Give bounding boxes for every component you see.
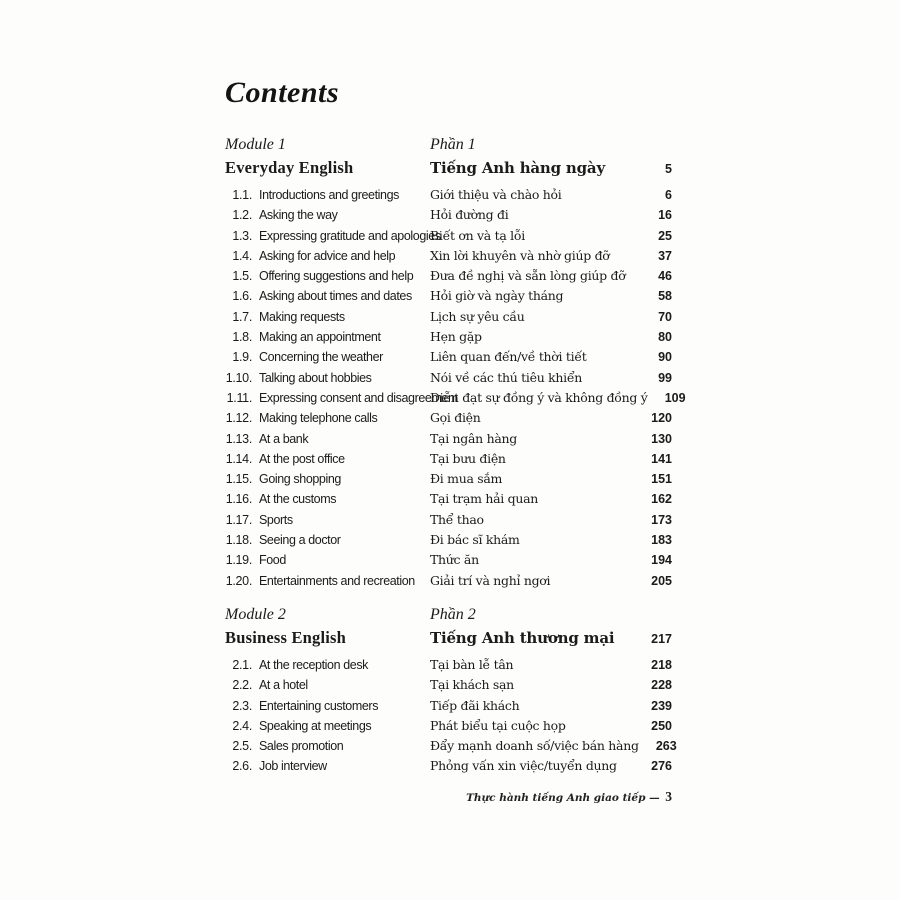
toc-item-row	[225, 227, 672, 247]
module-heading-row	[225, 136, 672, 158]
item-entry-en	[225, 206, 430, 224]
item-number: 1.17.	[225, 512, 252, 527]
item-title-vi: Đẩy mạnh doanh số/việc bán hàng	[430, 738, 639, 754]
module-label-en: Module 2	[225, 605, 286, 623]
item-page-number: 162	[651, 492, 672, 507]
item-title-en: At a bank	[259, 431, 309, 446]
item-number: 1.16.	[225, 492, 252, 507]
footer-running-title: Thực hành tiếng Anh giao tiếp —	[466, 791, 660, 804]
item-entry-en	[225, 531, 430, 549]
item-number: 1.1.	[232, 188, 252, 202]
item-title-vi: Đưa đề nghị và sẵn lòng giúp đỡ	[430, 268, 626, 284]
item-page-number: 173	[651, 512, 672, 527]
item-title-vi: Tiếp đãi khách	[430, 697, 520, 713]
item-number: 1.11.	[226, 390, 252, 405]
toc-item-list	[225, 656, 677, 778]
item-title-vi: Phát biểu tại cuộc họp	[430, 717, 566, 733]
section-title-row	[225, 158, 672, 182]
item-title-vi: Giới thiệu và chào hỏi	[430, 187, 562, 202]
toc-item-row	[225, 656, 672, 676]
toc-item-row	[225, 267, 672, 287]
section-title-vi: Tiếng Anh hàng ngày	[430, 159, 605, 177]
item-number: 2.4.	[232, 718, 252, 733]
item-number: 1.19.	[225, 553, 252, 568]
item-entry-en	[225, 409, 430, 427]
toc-item-row	[225, 348, 672, 368]
item-number: 1.3.	[232, 228, 252, 243]
item-entry-en	[225, 287, 430, 305]
item-page-number: 151	[651, 472, 672, 487]
item-title-vi: Giải trí và nghỉ ngơi	[430, 572, 551, 588]
item-title-vi: Gọi điện	[430, 410, 481, 426]
module-heading-row	[225, 606, 672, 628]
item-title-vi: Đi mua sắm	[430, 471, 503, 487]
item-page-number: 6	[665, 188, 672, 202]
toc-item-row	[225, 757, 672, 777]
item-number: 1.4.	[232, 248, 252, 263]
item-number: 1.10.	[225, 370, 252, 385]
item-entry-en	[225, 697, 430, 715]
item-title-vi: Lịch sự yêu cầu	[430, 308, 525, 324]
item-number: 2.3.	[232, 698, 252, 713]
item-title-vi: Diễn đạt sự đồng ý và không đồng ý	[430, 389, 648, 405]
item-number: 1.2.	[232, 208, 252, 223]
item-page-number: 141	[651, 451, 672, 466]
item-entry-en	[225, 227, 441, 245]
item-title-vi: Thức ăn	[430, 552, 479, 568]
item-page-number: 250	[651, 718, 672, 733]
item-entry-en	[225, 757, 430, 775]
item-page-number: 120	[651, 411, 672, 426]
toc-item-row	[225, 717, 672, 737]
toc-item-list	[225, 186, 686, 592]
item-entry-en	[225, 328, 430, 346]
section-page-number: 217	[651, 631, 672, 646]
toc-item-row	[225, 389, 686, 409]
item-title-en: Making telephone calls	[259, 411, 378, 426]
item-title-en: Introductions and greetings	[259, 188, 399, 202]
item-entry-en	[225, 389, 458, 407]
toc-item-row	[225, 531, 672, 551]
item-page-number: 228	[651, 678, 672, 693]
item-number: 2.5.	[232, 739, 252, 754]
item-title-en: At a hotel	[259, 678, 308, 693]
toc-item-row	[225, 430, 672, 450]
module-label-en: Module 1	[225, 136, 286, 153]
item-number: 1.15.	[225, 472, 252, 487]
item-page-number: 90	[658, 350, 672, 365]
item-title-vi: Biết ơn và tạ lỗi	[430, 227, 525, 243]
item-title-en: Talking about hobbies	[259, 370, 372, 385]
item-page-number: 239	[651, 698, 672, 713]
toc-section-module-2	[225, 605, 677, 778]
item-title-vi: Hẹn gặp	[430, 329, 482, 345]
item-title-en: Food	[259, 553, 286, 568]
item-page-number: 70	[658, 309, 672, 324]
section-title-en: Everyday English	[225, 158, 354, 177]
item-title-vi: Tại ngân hàng	[430, 430, 517, 446]
toc-item-row	[225, 470, 672, 490]
item-title-en: Going shopping	[259, 472, 341, 487]
item-page-number: 276	[651, 759, 672, 774]
item-page-number: 194	[651, 553, 672, 568]
item-title-en: Sales promotion	[259, 739, 344, 754]
item-page-number: 218	[651, 657, 672, 672]
toc-item-row	[225, 697, 672, 717]
item-entry-en	[225, 348, 430, 366]
toc-item-row	[225, 490, 672, 510]
item-title-vi: Tại bàn lễ tân	[430, 656, 514, 672]
item-page-number: 99	[658, 370, 672, 385]
section-title-en: Business English	[225, 627, 347, 647]
item-page-number: 130	[651, 431, 672, 446]
item-number: 1.18.	[225, 533, 252, 548]
toc-item-row	[225, 206, 672, 226]
toc-item-row	[225, 308, 672, 328]
item-number: 1.20.	[225, 573, 252, 588]
toc-section-module-1	[225, 136, 686, 592]
toc-item-row	[225, 369, 672, 389]
module-label-vi: Phần 1	[430, 136, 476, 153]
item-number: 2.1.	[232, 657, 252, 672]
item-title-en: Speaking at meetings	[259, 718, 372, 733]
item-entry-en	[225, 490, 430, 508]
item-entry-en	[225, 186, 430, 204]
item-page-number: 80	[658, 330, 672, 345]
item-title-en: At the post office	[259, 451, 345, 466]
section-page-number: 5	[665, 162, 672, 176]
item-title-vi: Liên quan đến/về thời tiết	[430, 349, 587, 365]
item-title-en: Seeing a doctor	[259, 533, 341, 548]
item-entry-en	[225, 450, 430, 468]
item-number: 1.7.	[232, 309, 252, 324]
item-title-en: Expressing gratitude and apologies	[259, 228, 441, 243]
item-title-vi: Phỏng vấn xin việc/tuyển dụng	[430, 758, 617, 774]
toc-item-row	[225, 328, 672, 348]
item-title-vi: Tại trạm hải quan	[430, 491, 538, 507]
footer-page-number: 3	[665, 788, 672, 804]
toc-item-row	[225, 186, 672, 206]
item-number: 1.6.	[232, 289, 252, 304]
item-number: 1.9.	[232, 350, 252, 365]
toc-content	[225, 76, 686, 805]
item-title-vi: Hỏi giờ và ngày tháng	[430, 288, 564, 304]
item-title-en: Entertainments and recreation	[259, 573, 415, 588]
item-entry-en	[225, 369, 430, 387]
item-page-number: 25	[658, 228, 672, 243]
item-title-vi: Nói về các thú tiêu khiển	[430, 369, 582, 385]
item-page-number: 263	[655, 739, 677, 754]
item-title-en: Job interview	[259, 759, 327, 774]
item-title-en: Offering suggestions and help	[259, 269, 414, 284]
item-title-en: At the reception desk	[259, 657, 369, 672]
item-number: 1.8.	[232, 330, 252, 345]
item-number: 1.14.	[225, 451, 252, 466]
module-label-vi: Phần 2	[430, 605, 476, 623]
item-page-number: 37	[658, 248, 672, 263]
item-entry-en	[225, 470, 430, 488]
item-number: 2.2.	[232, 678, 252, 693]
item-entry-en	[225, 511, 430, 529]
toc-item-row	[225, 676, 672, 696]
item-page-number: 16	[658, 208, 672, 223]
item-entry-en	[225, 551, 430, 569]
page-title: Contents	[225, 76, 340, 109]
item-number: 1.13.	[225, 431, 252, 446]
toc-item-row	[225, 737, 677, 757]
item-title-en: Asking about times and dates	[259, 289, 412, 304]
item-page-number: 205	[651, 573, 672, 588]
item-title-en: Making requests	[259, 309, 345, 324]
item-page-number: 58	[658, 289, 672, 304]
item-entry-en	[225, 308, 430, 326]
item-page-number: 183	[651, 533, 672, 548]
item-title-en: At the customs	[259, 492, 337, 507]
item-title-en: Concerning the weather	[259, 350, 383, 365]
item-number: 2.6.	[232, 759, 252, 774]
item-title-en: Entertaining customers	[259, 698, 379, 713]
item-entry-en	[225, 572, 430, 590]
item-number: 1.5.	[232, 269, 252, 284]
item-title-en: Asking the way	[259, 208, 338, 223]
item-title-vi: Tại bưu điện	[430, 450, 506, 466]
toc-item-row	[225, 287, 672, 307]
toc-item-row	[225, 409, 672, 429]
item-title-vi: Tại khách sạn	[430, 677, 514, 693]
item-page-number: 46	[658, 269, 672, 284]
item-entry-en	[225, 717, 430, 735]
item-title-en: Asking for advice and help	[259, 248, 396, 263]
section-title-row	[225, 628, 672, 652]
item-title-vi: Thể thao	[430, 511, 484, 527]
item-entry-en	[225, 656, 430, 674]
toc-item-row	[225, 450, 672, 470]
item-entry-en	[225, 267, 430, 285]
toc-item-row	[225, 551, 672, 571]
item-title-en: Making an appointment	[259, 330, 381, 345]
item-entry-en	[225, 430, 430, 448]
item-number: 1.12.	[225, 411, 252, 426]
item-entry-en	[225, 676, 430, 694]
page-footer	[225, 789, 672, 805]
item-title-vi: Hỏi đường đi	[430, 207, 509, 223]
toc-item-row	[225, 572, 672, 592]
item-title-en: Sports	[259, 512, 293, 527]
item-title-en: Expressing consent and disagreement	[259, 390, 458, 405]
item-entry-en	[225, 247, 430, 265]
toc-item-row	[225, 511, 672, 531]
item-entry-en	[225, 737, 430, 755]
section-title-vi: Tiếng Anh thương mại	[430, 628, 615, 647]
toc-item-row	[225, 247, 672, 267]
item-page-number: 109	[664, 390, 686, 405]
item-title-vi: Xin lời khuyên và nhờ giúp đỡ	[430, 247, 610, 263]
item-title-vi: Đi bác sĩ khám	[430, 532, 520, 548]
